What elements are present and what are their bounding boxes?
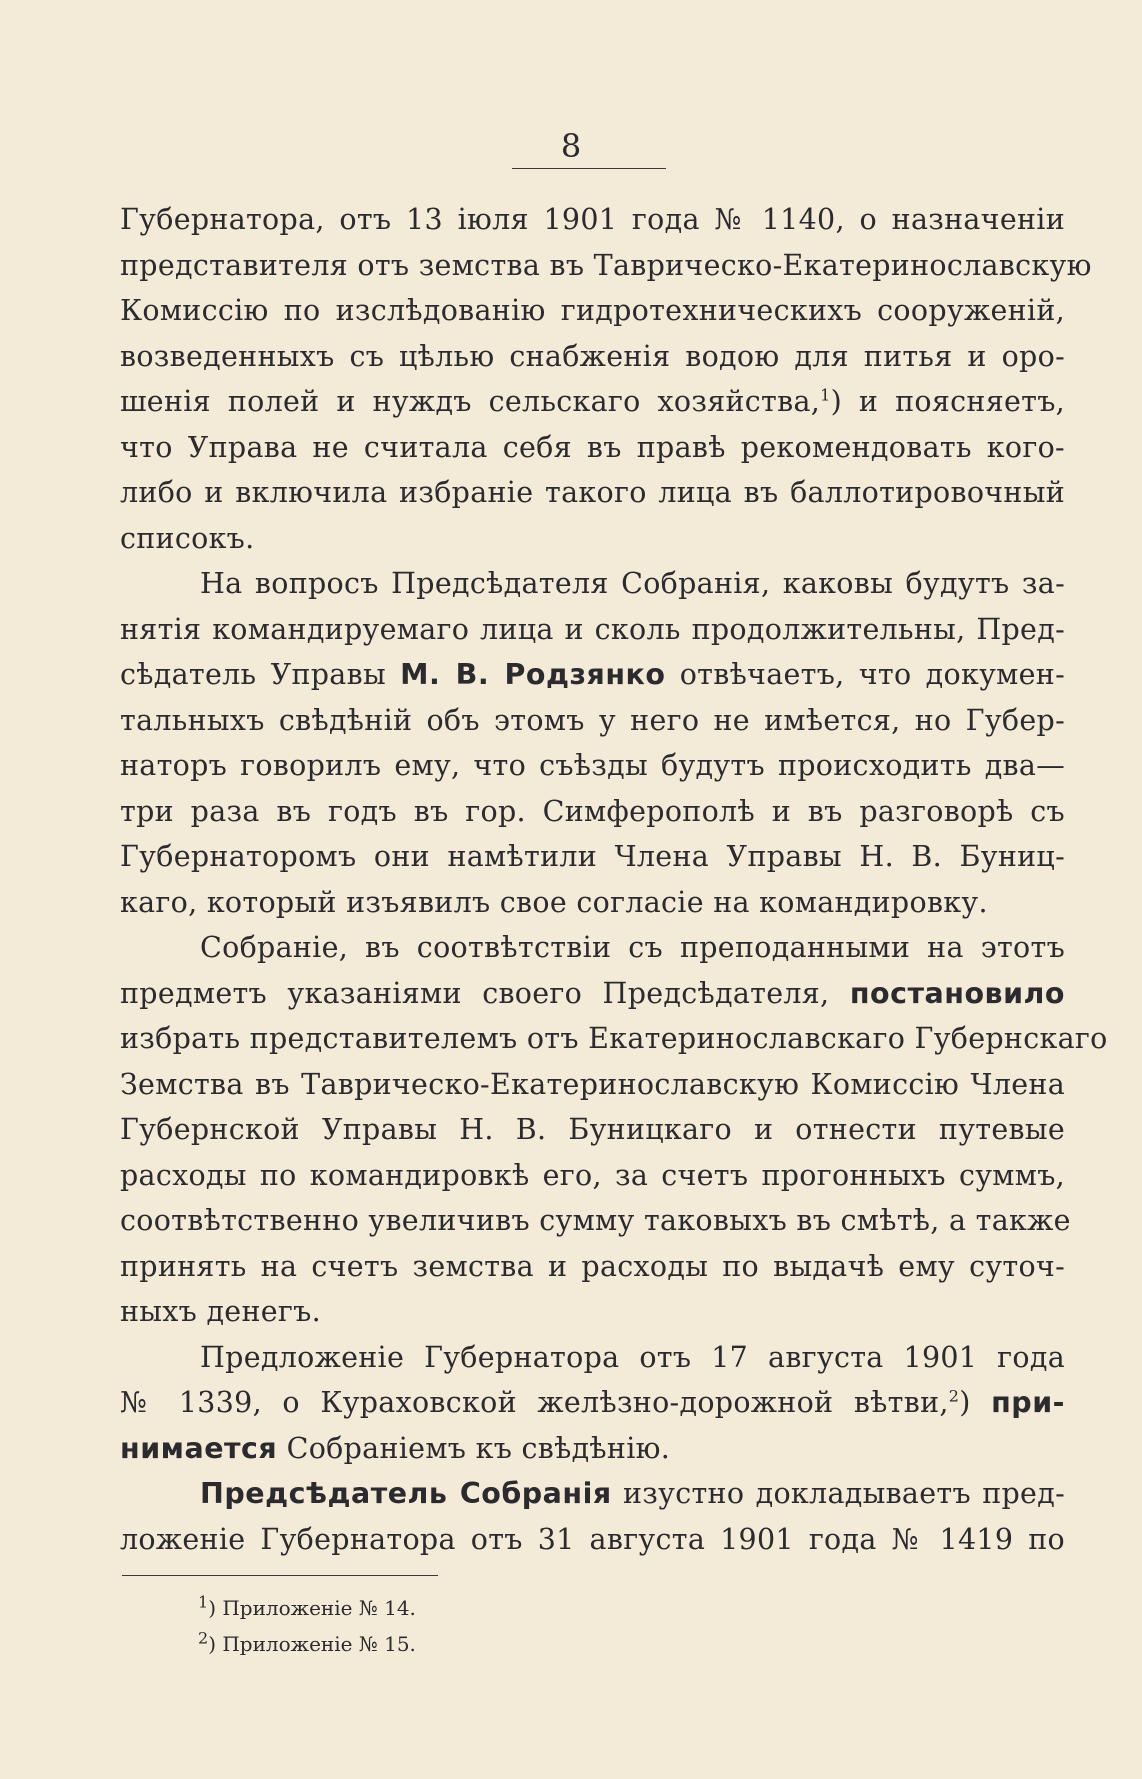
footnote xyxy=(198,1626,416,1662)
footnote-ref: 1 xyxy=(820,385,831,405)
text-line: Губернской Управы Н. В. Буницкаго и отнести путевые xyxy=(120,1113,1065,1146)
footnote-ref: 2 xyxy=(948,1386,960,1406)
text-line xyxy=(120,652,1065,698)
text-line: Предложеніе Губернатора отъ 17 августа 1901 года xyxy=(200,1340,1065,1374)
text-line: что Управа не считала себя въ правѣ рекомендовать кого- xyxy=(120,430,1065,464)
header-rule xyxy=(512,168,666,169)
body-text xyxy=(120,197,1108,1562)
text-line: списокъ. xyxy=(120,521,255,555)
text-fragment: сѣдатель Управы xyxy=(120,658,386,691)
text-line: ныхъ денегъ. xyxy=(120,1295,321,1328)
text-line: представителя отъ земства въ Таврическо-Екатеринославскую xyxy=(120,248,1092,282)
footnote xyxy=(198,1590,416,1626)
text-line: каго, который изъявилъ свое согласіе на командировку. xyxy=(120,885,988,919)
speaker-name: М. В. Родзянко xyxy=(400,658,666,691)
text-fragment: изустно докладываетъ пред- xyxy=(623,1477,1066,1510)
text-line: нятія командируемаго лица и сколь продолжительны, Пред- xyxy=(120,612,1065,646)
text-line: Комиссію по изслѣдованію гидротехническихъ сооруженій, xyxy=(120,294,1065,327)
text-line: тальныхъ свѣдѣній объ этомъ у него не имѣется, но Губер- xyxy=(120,703,1065,737)
text-fragment: отвѣчаетъ, что докумен- xyxy=(679,658,1065,691)
text-line xyxy=(120,971,1065,1017)
text-fragment: Собраніемъ къ свѣдѣнію. xyxy=(286,1431,671,1465)
text-line: Губернатора, отъ 13 іюля 1901 года № 1140, о назначеніи xyxy=(120,203,1065,236)
text-line: избрать представителемъ отъ Екатеринославскаго Губернскаго xyxy=(120,1022,1108,1055)
footnote-text: ) Приложеніе № 14. xyxy=(208,1596,416,1620)
text-line: Губернаторомъ они намѣтили Члена Управы Н. В. Буниц- xyxy=(120,840,1065,873)
resolution-word: при- xyxy=(991,1386,1065,1419)
text-line: либо и включила избраніе такого лица въ баллотировочный xyxy=(120,476,1065,509)
text-line: принять на счетъ земства и расходы по выдачѣ ему суточ- xyxy=(120,1249,1065,1283)
text-fragment: и поясняетъ, xyxy=(858,385,1066,418)
speaker-name: Предсѣдатель Собранія xyxy=(200,1477,612,1510)
footnote-mark: 1 xyxy=(198,1592,209,1612)
resolution-word: постановило xyxy=(849,976,1065,1010)
resolution-word: нимается xyxy=(120,1431,278,1465)
text-line: На вопросъ Предсѣдателя Собранія, каковы будутъ за- xyxy=(200,567,1065,600)
text-line xyxy=(120,1426,1065,1472)
text-line: соотвѣтственно увеличивъ сумму таковыхъ въ смѣтѣ, а также xyxy=(120,1204,1071,1237)
text-line: Собраніе, въ соотвѣтствіи съ преподанными на этотъ xyxy=(200,931,1065,964)
text-line: расходы по командировкѣ его, за счетъ прогонныхъ суммъ, xyxy=(120,1158,1065,1192)
text-line: Земства въ Таврическо-Екатеринославскую Комиссію Члена xyxy=(120,1067,1065,1101)
footnotes xyxy=(198,1590,416,1662)
text-line: возведенныхъ съ цѣлью снабженія водою для питья и оро- xyxy=(120,339,1065,373)
text-fragment: шенія полей и нуждъ сельскаго хозяйства, xyxy=(120,385,821,418)
text-line: № 1339, о Кураховской желѣзно-дорожной вѣтви,$^2$) при- xyxy=(120,1386,1065,1419)
page-number: 8 xyxy=(560,127,582,165)
text-line xyxy=(120,1471,1065,1517)
text-line: наторъ говорилъ ему, что съѣзды будутъ происходить два— xyxy=(120,749,1065,782)
footnote-text: ) Приложеніе № 15. xyxy=(208,1632,416,1656)
text-fragment: № 1339, о Кураховской желѣзно-дорожной вѣтви, xyxy=(120,1386,949,1419)
text-line: ложеніе Губернатора отъ 31 августа 1901 года № 1419 по xyxy=(120,1522,1065,1556)
footnote-mark: 2 xyxy=(198,1628,209,1648)
text-line: шенія полей и нуждъ сельскаго хозяйства,$^1$) и поясняетъ, xyxy=(120,385,1066,418)
text-line: три раза въ годъ въ гор. Симферополѣ и въ разговорѣ съ xyxy=(120,794,1065,828)
footnote-rule xyxy=(122,1575,438,1576)
text-fragment: предметъ указаніями своего Предсѣдателя, xyxy=(120,976,830,1010)
